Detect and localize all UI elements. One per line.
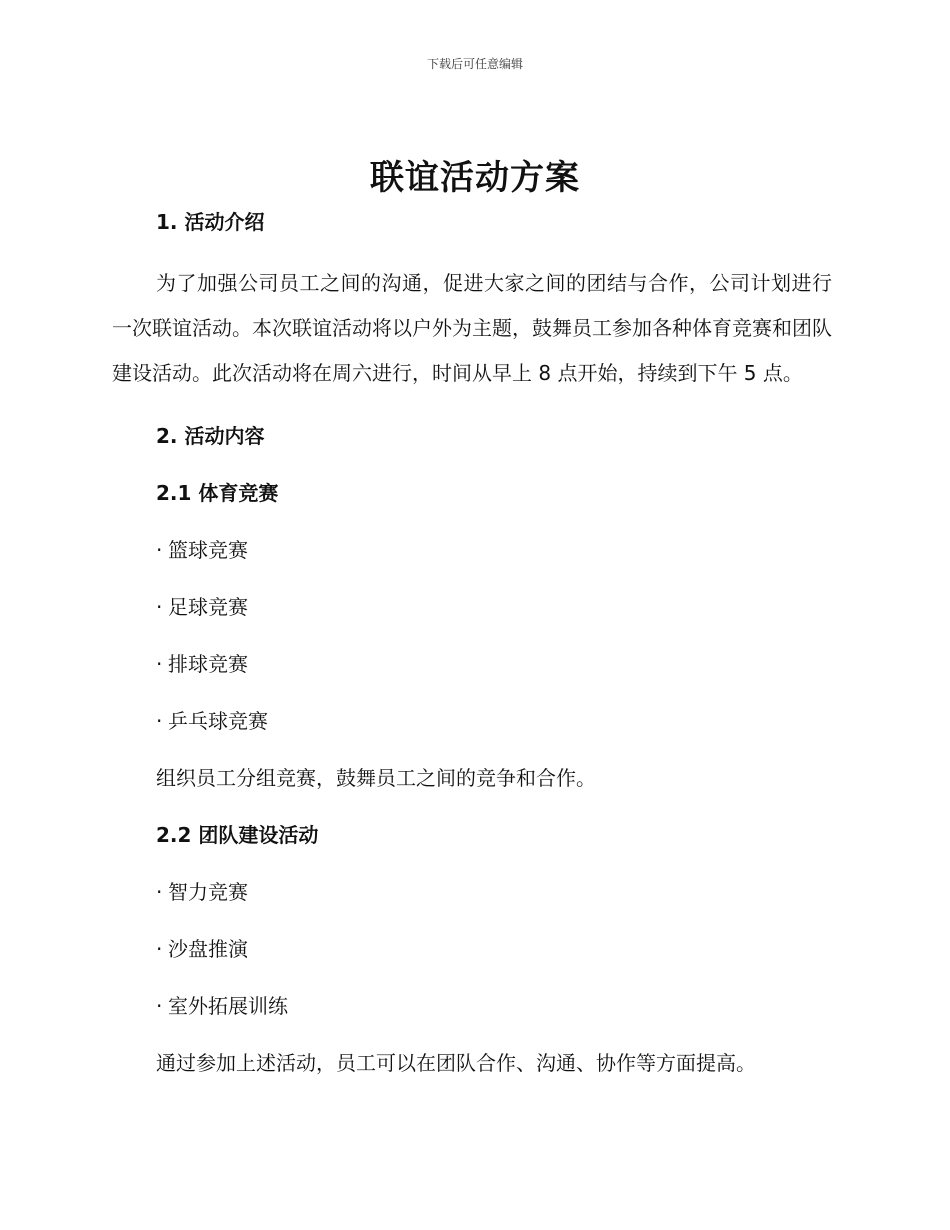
list-item [112,536,832,564]
list-item [112,593,832,621]
list-item-label: 室外拓展训练 [168,994,288,1018]
list-item-label: 智力竞赛 [168,880,248,904]
bullet-symbol: · [156,994,163,1018]
subsection-heading-teambuilding: 2.2 团队建设活动 [156,823,319,847]
section-heading-content: 2. 活动内容 [156,424,265,448]
bullet-symbol: · [156,652,163,676]
bullet-symbol: · [156,709,163,733]
list-item [112,707,832,735]
list-item-label: 篮球竞赛 [168,538,248,562]
document-title: 联谊活动方案 [370,158,580,198]
list-item-label: 乒乓球竞赛 [168,709,268,733]
list-item [112,992,832,1020]
intro-paragraph: 为了加强公司员工之间的沟通，促进大家之间的团结与合作，公司计划进行一次联谊活动。本次联谊活动将以户外为主题，鼓舞员工参加各种体育竞赛和团队建设活动。此次活动将在周六进行，时间从早上 8 点开始，持续到下午 5 点。 [112,271,832,385]
subsection-heading-sports: 2.1 体育竞赛 [156,481,279,505]
teambuilding-summary: 通过参加上述活动，员工可以在团队合作、沟通、协作等方面提高。 [156,1051,756,1075]
sports-summary: 组织员工分组竞赛，鼓舞员工之间的竞争和合作。 [156,766,596,790]
list-item [112,878,832,906]
section-heading-intro: 1. 活动介绍 [156,210,265,234]
bullet-symbol: · [156,595,163,619]
list-item-label: 足球竞赛 [168,595,248,619]
list-item [112,650,832,678]
list-item-label: 排球竞赛 [168,652,248,676]
header-note: 下载后可任意编辑 [426,57,523,71]
bullet-symbol: · [156,538,163,562]
list-item [112,935,832,963]
bullet-symbol: · [156,880,163,904]
bullet-symbol: · [156,937,163,961]
document-body [112,208,832,1077]
list-item-label: 沙盘推演 [168,937,248,961]
